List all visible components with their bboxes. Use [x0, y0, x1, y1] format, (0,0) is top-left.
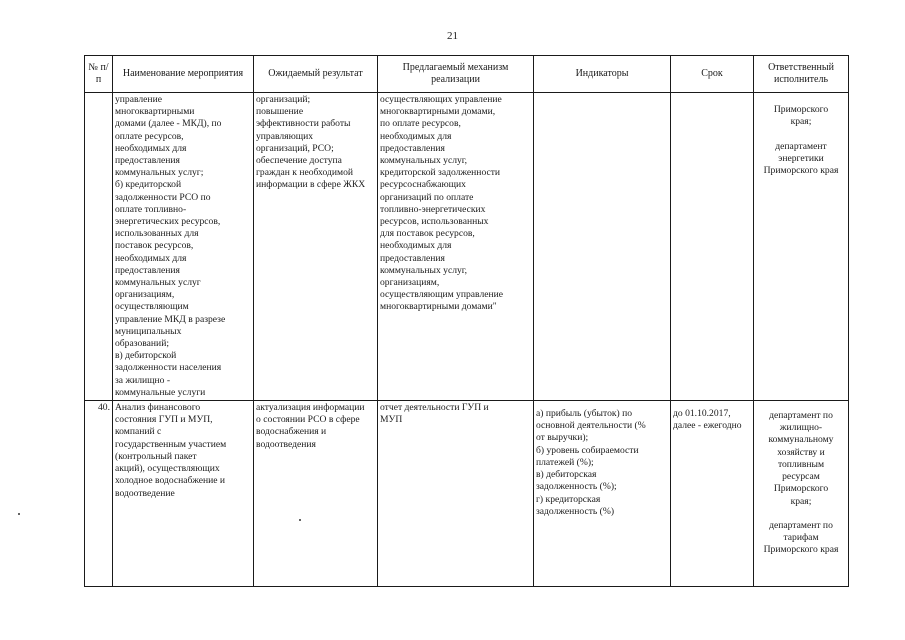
document-table-area: [84, 55, 848, 595]
term: до 01.10.2017, далее - ежегодно: [673, 408, 742, 432]
term-cell: [671, 401, 754, 587]
expected-result-cell: [254, 93, 378, 401]
expected-result: актуализация информации о состоянии РСО в сфере водоснабжения и водоотведения: [256, 402, 365, 450]
mechanism-cell: [378, 401, 534, 587]
header-measure-name: Наименование мероприятия: [113, 56, 254, 93]
measure-name-cell: [113, 93, 254, 401]
row-number-cell: [85, 93, 113, 401]
mechanism: отчет деятельности ГУП и МУП: [380, 402, 489, 426]
scan-speck: [18, 513, 20, 515]
mechanism: осуществляющих управление многоквартирными домами, по оплате ресурсов, необходимых для предоставления коммунальных услуг, кредиторской задолженности ресурсоснабжающих организаций по оплате топливно-энергетических ресурсов, использованных для поставок ресурсов, необходимых для предоставления коммунальных услуг, организациям, осуществляющим управление многоквартирными домами": [380, 94, 504, 313]
indicators: а) прибыль (убыток) по основной деятельности (% от выручки); б) уровень собираемости платежей (%); в) дебиторская задолженность (%); г) кредиторская задолженность (%): [536, 408, 646, 517]
executor: департамент по жилищно- коммунальному хозяйству и топливным ресурсам Приморского края; департамент по тарифам Приморского края: [763, 410, 839, 556]
header-executor: Ответственный исполнитель: [754, 56, 849, 93]
header-number: № п/п: [85, 56, 113, 93]
page-number: 21: [447, 30, 458, 42]
term-cell: [671, 93, 754, 401]
measure-name: управление многоквартирными домами (далее - МКД), по оплате ресурсов, необходимых для предоставления коммунальных услуг; б) кредиторской задолженности РСО по оплате топливно- энергетических ресурсов, использованных для поставок ресурсов, необходимых для предоставления коммунальных услуг организациям, осуществляющим управление МКД в разрезе муниципальных образований; в) дебиторской задолженности населения за жилищно - коммунальные услуги: [115, 94, 226, 398]
row-number: 40.: [98, 402, 110, 414]
table-header-row: [85, 56, 849, 93]
row-number-cell: [85, 401, 113, 587]
measures-table: [84, 55, 849, 587]
mechanism-cell: [378, 93, 534, 401]
scan-speck: [299, 519, 301, 521]
header-term: Срок: [671, 56, 754, 93]
header-indicators: Индикаторы: [534, 56, 671, 93]
executor-cell: [754, 93, 849, 401]
executor-cell: [754, 401, 849, 587]
measure-name: Анализ финансового состояния ГУП и МУП, компаний с государственным участием (контрольный пакет акций), осуществляющих холодное водоснабжение и водоотведение: [115, 402, 227, 499]
header-expected-result: Ожидаемый результат: [254, 56, 378, 93]
indicators-cell: [534, 401, 671, 587]
indicators-cell: [534, 93, 671, 401]
header-mechanism: Предлагаемый механизм реализации: [378, 56, 534, 93]
executor: Приморского края; департамент энергетики Приморского края: [763, 104, 839, 177]
measure-name-cell: [113, 401, 254, 587]
table-row: [85, 401, 849, 587]
expected-result: организаций; повышение эффективности работы управляющих организаций, РСО; обеспечение доступа граждан к необходимой информации в сфере ЖКХ: [256, 94, 366, 191]
expected-result-cell: [254, 401, 378, 587]
table-row: [85, 93, 849, 401]
